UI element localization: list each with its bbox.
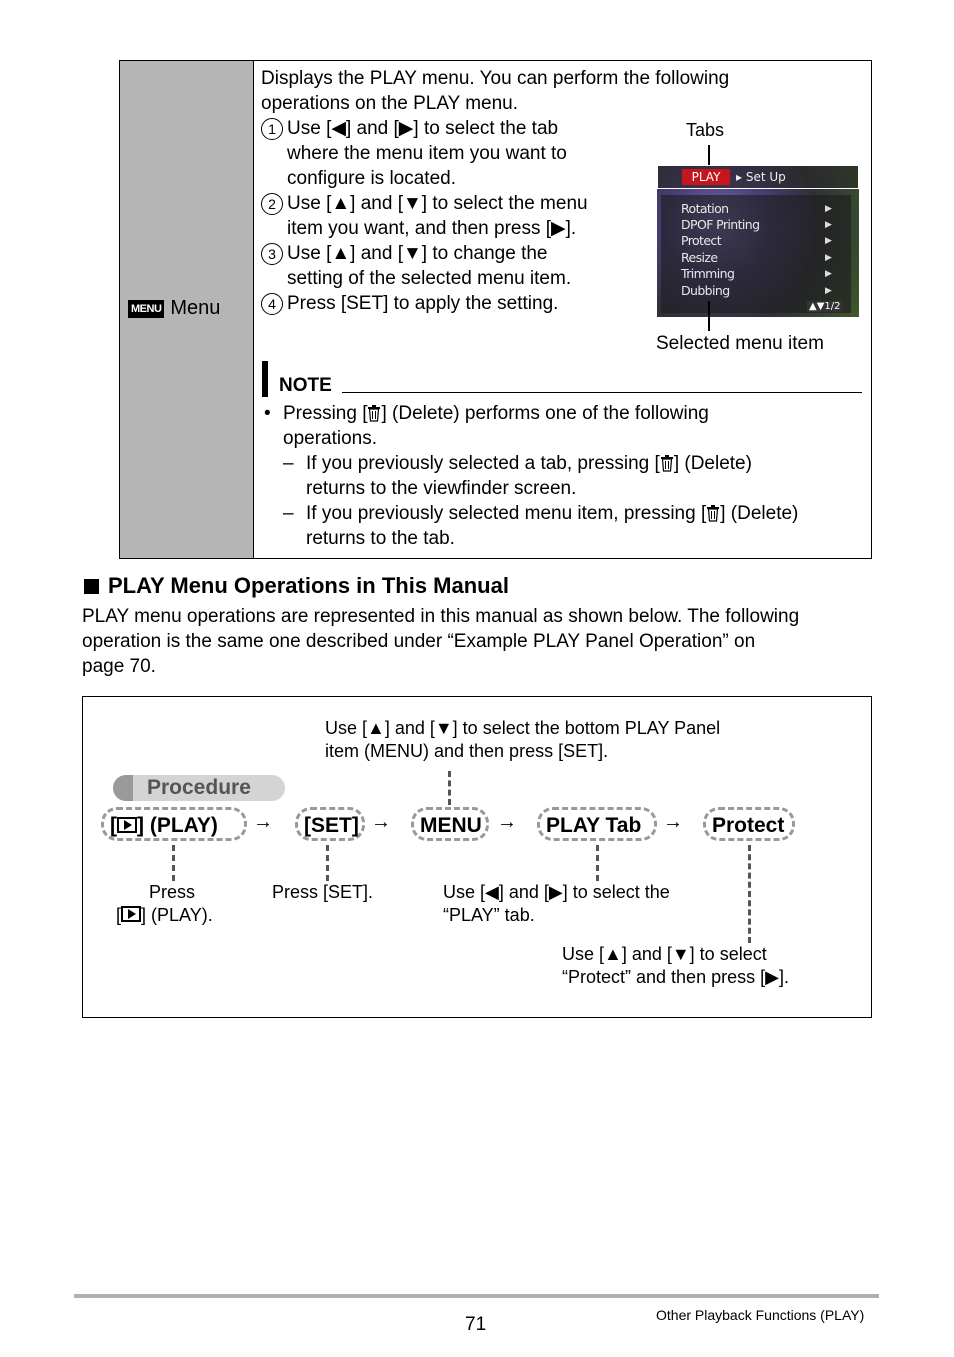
note-set: Press [SET]. [272,882,374,902]
connector-line [326,845,329,881]
menu-description [261,66,729,116]
chevron-right-icon: ▶ [825,285,832,295]
chevron-right-icon: ▶ [825,203,832,213]
section-heading [84,573,509,599]
step-number: 4 [261,293,283,315]
step-text: setting of the selected menu item. [287,268,572,289]
page-number: 71 [465,1314,487,1335]
camera-page-indicator: ▲▼1/2 [809,301,841,312]
chevron-right-icon: ▶ [825,235,832,245]
procedure-box [82,696,872,1018]
menu-label-text: Menu [170,297,221,319]
camera-tab-setup: ▸ Set Up [736,170,786,184]
footer-rule [74,1294,879,1298]
callout-tabs: Tabs [686,120,725,140]
camera-menu-list [661,195,851,313]
note-bullet-text-2: operations. [283,428,378,449]
camera-menu-item: Protect [681,233,721,248]
camera-tab-play: PLAY [682,169,730,185]
step-text: configure is located. [287,168,456,189]
procedure-top-note: Use [▲] and [▼] to select the bottom PLAY Panel item (MENU) and then press [SET]. [325,718,721,761]
camera-screen-image [657,165,859,317]
trash-icon [660,454,674,472]
arrow-right-icon: → [371,811,391,833]
step-text: Use [◀] and [▶] to select the tab [287,118,559,139]
step-number: 3 [261,243,283,265]
step-text: Use [▲] and [▼] to select the menu [287,193,588,214]
step-text: item you want, and then press [▶]. [287,218,577,239]
arrow-right-icon: → [497,811,517,833]
desc-line-1: Displays the PLAY menu. You can perform the following [261,68,730,89]
menu-label [128,297,220,320]
play-button-step: [ ] (PLAY) [101,807,247,841]
connector-line [448,771,451,805]
camera-menu-item: Resize [681,250,718,265]
camera-menu-item: DPOF Printing [681,217,760,232]
square-bullet-icon [84,579,99,594]
camera-tab-bar [657,165,859,189]
connector-line [748,845,751,943]
arrow-right-icon: → [253,811,273,833]
section-heading-text: PLAY Menu Operations in This Manual [108,573,509,598]
note-bullet-text: Pressing [ ] (Delete) performs one of the following [283,403,709,424]
note-sub-2-line2: returns to the tab. [306,528,455,549]
note-dash: – [283,503,294,524]
note-sub-1-line2: returns to the viewfinder screen. [306,478,577,499]
callout-selected: Selected menu item [656,333,824,354]
note-dash: – [283,453,294,474]
section-paragraph [82,604,882,679]
trash-icon [367,404,381,422]
procedure-label: Procedure [147,776,251,799]
note-tab: Use [◀] and [▶] to select the “PLAY” tab. [443,882,670,925]
step-text: Use [▲] and [▼] to change the [287,243,548,264]
note-rule [342,392,862,393]
connector-line [172,845,175,881]
connector-line [596,845,599,881]
set-step: [SET] [295,807,365,841]
chevron-right-icon: ▶ [825,219,832,229]
chevron-right-icon: ▶ [825,268,832,278]
protect-step: Protect [703,807,795,841]
callout-tabs-line [708,145,710,165]
note-sub-1: If you previously selected a tab, pressing [ ] (Delete) [306,453,752,474]
menu-icon: MENU [128,300,164,318]
note-play-1: Press [149,882,196,902]
camera-menu-item: Trimming [681,266,735,281]
callout-selected-line [708,301,710,331]
note-title: NOTE [279,375,332,396]
note-protect: Use [▲] and [▼] to select “Protect” and then press [▶]. [562,944,789,987]
note-bullet: • [264,403,271,424]
table-left-cell [120,61,254,558]
play-icon [121,906,141,922]
procedure-pill-tab [113,775,133,801]
arrow-right-icon: → [663,811,683,833]
note-play-2: [ ] (PLAY). [116,905,213,925]
step-number: 1 [261,118,283,140]
trash-icon [706,504,720,522]
desc-line-2: operations on the PLAY menu. [261,93,519,114]
play-icon [117,817,137,833]
footer-section-title: Other Playback Functions (PLAY) [656,1307,865,1323]
paragraph-line: page 70. [82,656,156,677]
step-text: Press [SET] to apply the setting. [287,293,559,314]
step-number: 2 [261,193,283,215]
play-tab-step: PLAY Tab [537,807,657,841]
note-bar [262,361,268,397]
paragraph-line: PLAY menu operations are represented in this manual as shown below. The following [82,606,800,627]
camera-menu-item: Rotation [681,201,729,216]
paragraph-line: operation is the same one described under “Example PLAY Panel Operation” on [82,631,756,652]
menu-table [119,60,872,559]
step-text: where the menu item you want to [287,143,567,164]
menu-step: MENU [411,807,489,841]
camera-menu-item: Dubbing [681,283,730,298]
note-sub-2: If you previously selected menu item, pressing [ ] (Delete) [306,503,799,524]
chevron-right-icon: ▶ [825,252,832,262]
